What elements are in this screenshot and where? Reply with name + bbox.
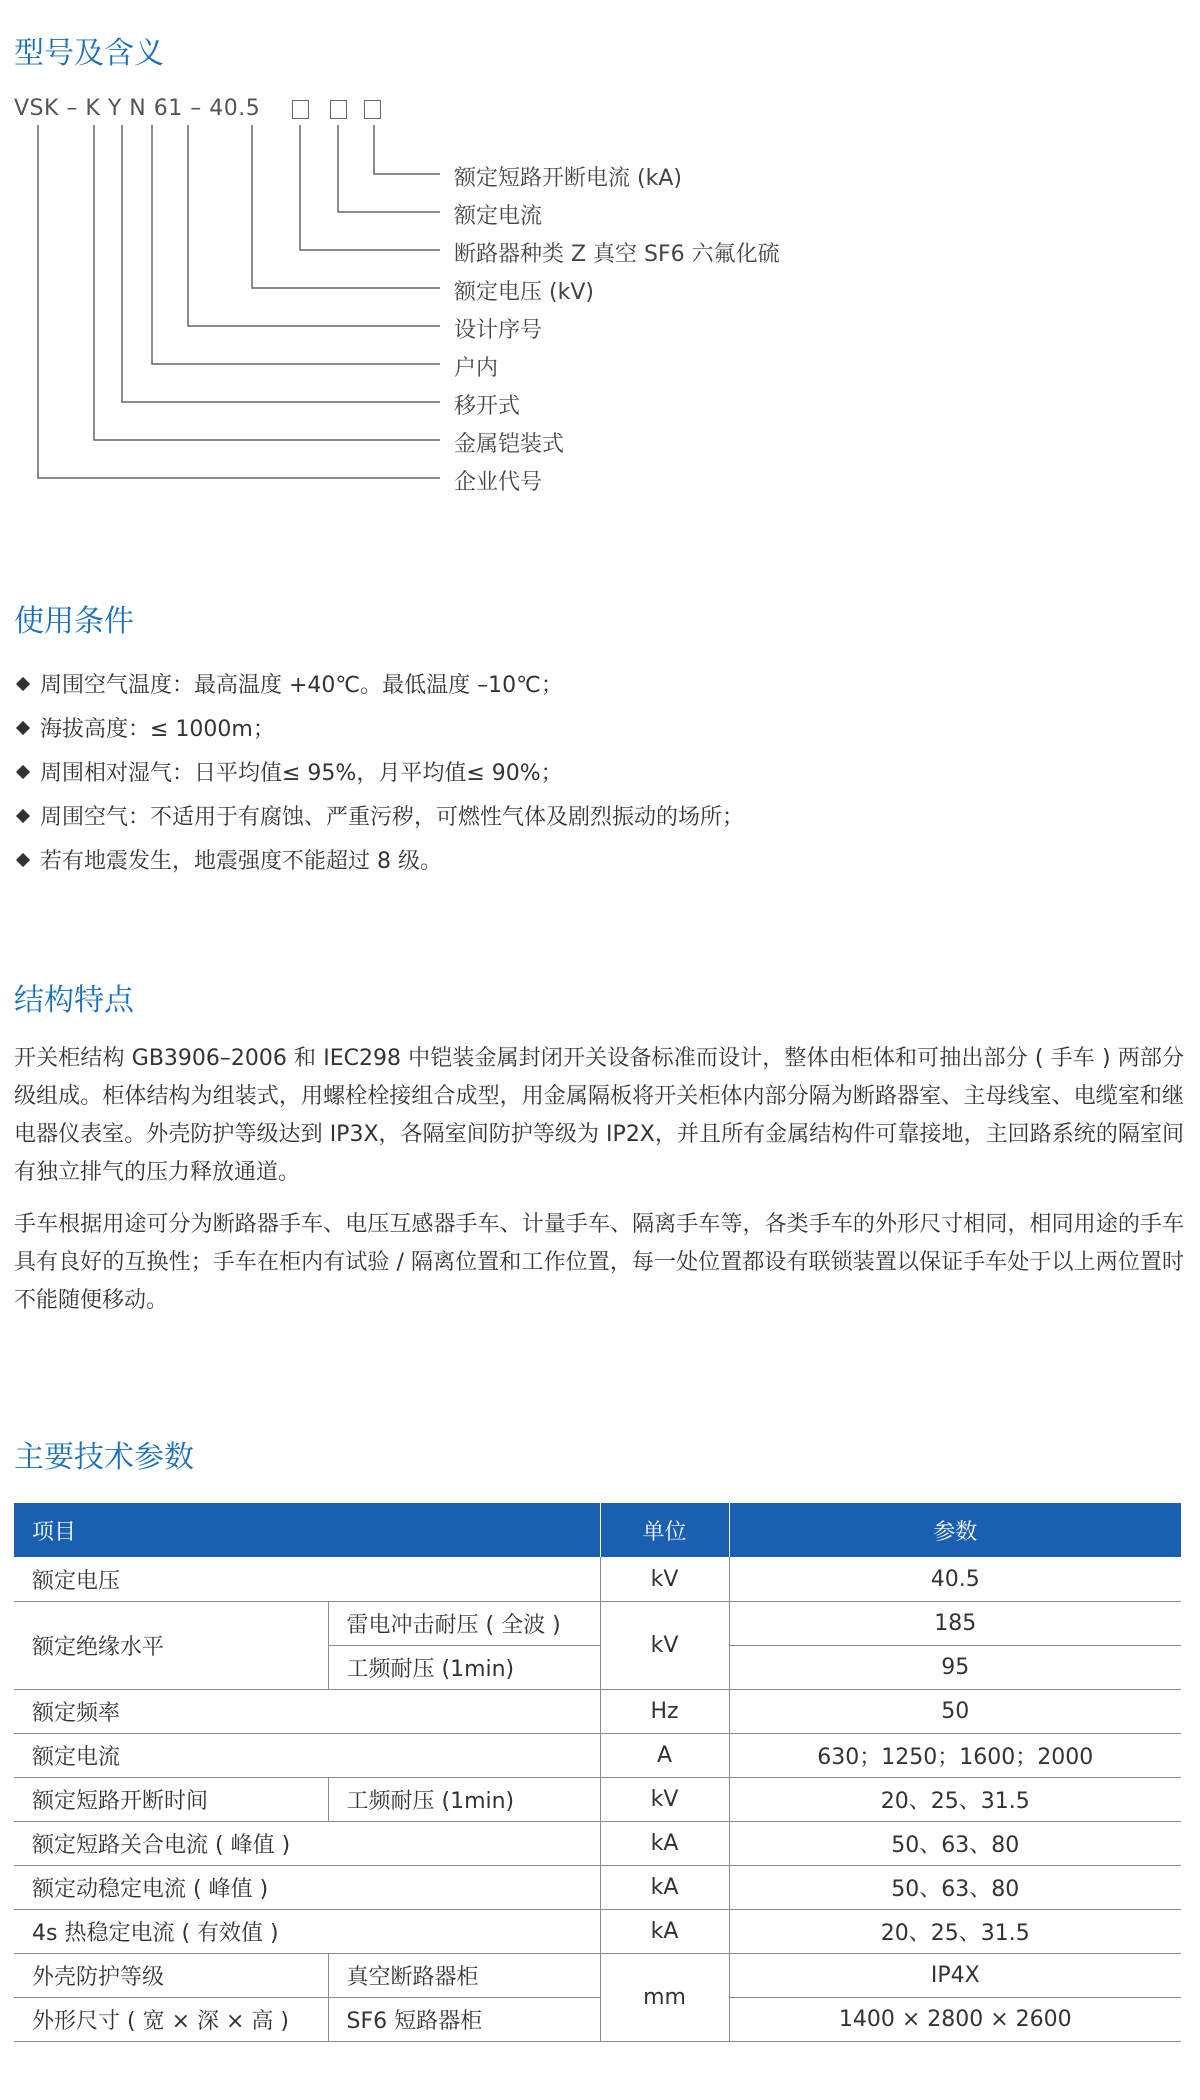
row-subitem: 雷电冲击耐压 ( 全波 ) [328,1602,600,1646]
table-row [14,1690,1181,1734]
condition-text: 周围空气：不适用于有腐蚀、严重污秽，可燃性气体及剧烈振动的场所； [40,805,745,830]
row-item: 额定频率 [14,1690,600,1734]
header-value: 参数 [729,1503,1181,1557]
table-header-row [14,1503,1181,1557]
header-item: 项目 [14,1503,600,1557]
condition-item [14,756,563,787]
structure-paragraph-1: 开关柜结构 GB3906–2006 和 IEC298 中铠装金属封闭开关设备标准而设计，整体由柜体和可抽出部分 ( 手车 ) 两部分级组成。柜体结构为组装式，用螺栓栓接组合成型，用金属隔板将开关柜体内部分隔为断路器室、主母线室、电缆室和继电器仪表室。外壳防护等级达到 IP3X，各隔室间防护等级为 IP2X，并且所有金属结构件可靠接地，主回路系统的隔室间有独立排气的压力释放通道。 [14,1046,1184,1185]
model-code: VSK – K Y N 61 – 40.5 [14,96,261,121]
row-unit: Hz [600,1690,729,1734]
condition-text: 周围空气温度：最高温度 +40℃。最低温度 –10℃； [40,673,563,698]
row-value: 185 [729,1602,1181,1646]
row-subitem: 真空断路器柜 [328,1954,600,1998]
diamond-bullet-icon [16,852,30,866]
row-subitem: SF6 短路器柜 [328,1998,600,2042]
condition-item [14,712,275,743]
row-unit: kV [600,1602,729,1690]
condition-text: 周围相对湿气：日平均值≤ 95%，月平均值≤ 90%； [40,761,563,786]
row-item: 额定电压 [14,1557,600,1602]
code-label-design-serial: 设计序号 [454,318,543,343]
code-label-rated-current: 额定电流 [454,204,543,229]
header-unit: 单位 [600,1503,729,1557]
row-unit: kA [600,1822,729,1866]
section-title-conditions: 使用条件 [14,604,134,639]
row-unit: kV [600,1778,729,1822]
table-row [14,1866,1181,1910]
diamond-bullet-icon [16,764,30,778]
row-value: 20、25、31.5 [729,1910,1181,1954]
row-value: 95 [729,1646,1181,1690]
row-item: 外形尺寸 ( 宽 × 深 × 高 ) [14,1998,328,2042]
row-value: IP4X [729,1954,1181,1998]
table-row [14,1734,1181,1778]
row-item: 额定动稳定电流 ( 峰值 ) [14,1866,600,1910]
section-title-model: 型号及含义 [14,36,164,71]
condition-item [14,668,563,699]
table-row [14,1778,1181,1822]
row-item: 额定短路开断时间 [14,1778,328,1822]
row-value: 50、63、80 [729,1822,1181,1866]
row-item: 额定绝缘水平 [14,1602,328,1690]
spec-table [14,1503,1181,2042]
row-value: 1400 × 2800 × 2600 [729,1998,1181,2042]
code-label-breaking-current: 额定短路开断电流 (kA) [454,166,682,191]
condition-text: 若有地震发生，地震强度不能超过 8 级。 [40,849,442,874]
code-label-indoor: 户内 [454,356,499,381]
section-title-structure: 结构特点 [14,983,134,1018]
row-value: 40.5 [729,1557,1181,1602]
structure-paragraph-2: 手车根据用途可分为断路器手车、电压互感器手车、计量手车、隔离手车等，各类手车的外形尺寸相同，相同用途的手车具有良好的互换性；手车在柜内有试验 / 隔离位置和工作位置，每一处位置都设有联锁装置以保证手车处于以上两位置时不能随便移动。 [14,1212,1184,1313]
row-item: 额定短路关合电流 ( 峰值 ) [14,1822,600,1866]
row-value: 50、63、80 [729,1866,1181,1910]
row-unit: kA [600,1910,729,1954]
row-subitem: 工频耐压 (1min) [328,1778,600,1822]
row-unit: kV [600,1557,729,1602]
code-label-company-code: 企业代号 [454,470,543,495]
table-row [14,1822,1181,1866]
code-label-rated-voltage: 额定电压 (kV) [454,280,594,305]
row-unit: mm [600,1954,729,2042]
row-value: 50 [729,1690,1181,1734]
code-label-metal-armored: 金属铠装式 [454,432,565,457]
condition-item [14,800,744,831]
table-row [14,1954,1181,1998]
row-item: 额定电流 [14,1734,600,1778]
row-value: 20、25、31.5 [729,1778,1181,1822]
diamond-bullet-icon [16,676,30,690]
row-unit: kA [600,1866,729,1910]
table-row [14,1998,1181,2042]
table-row [14,1910,1181,1954]
code-label-withdrawable: 移开式 [454,394,521,419]
table-row [14,1602,1181,1646]
row-unit: A [600,1734,729,1778]
diamond-bullet-icon [16,808,30,822]
row-subitem: 工频耐压 (1min) [328,1646,600,1690]
diamond-bullet-icon [16,720,30,734]
code-label-breaker-type: 断路器种类 Z 真空 SF6 六氟化硫 [454,242,780,267]
condition-item [14,844,442,875]
table-row [14,1557,1181,1602]
row-item: 4s 热稳定电流 ( 有效值 ) [14,1910,600,1954]
row-value: 630；1250；1600；2000 [729,1734,1181,1778]
condition-text: 海拔高度：≤ 1000m； [40,717,275,742]
section-title-params: 主要技术参数 [14,1440,194,1475]
row-item: 外壳防护等级 [14,1954,328,1998]
